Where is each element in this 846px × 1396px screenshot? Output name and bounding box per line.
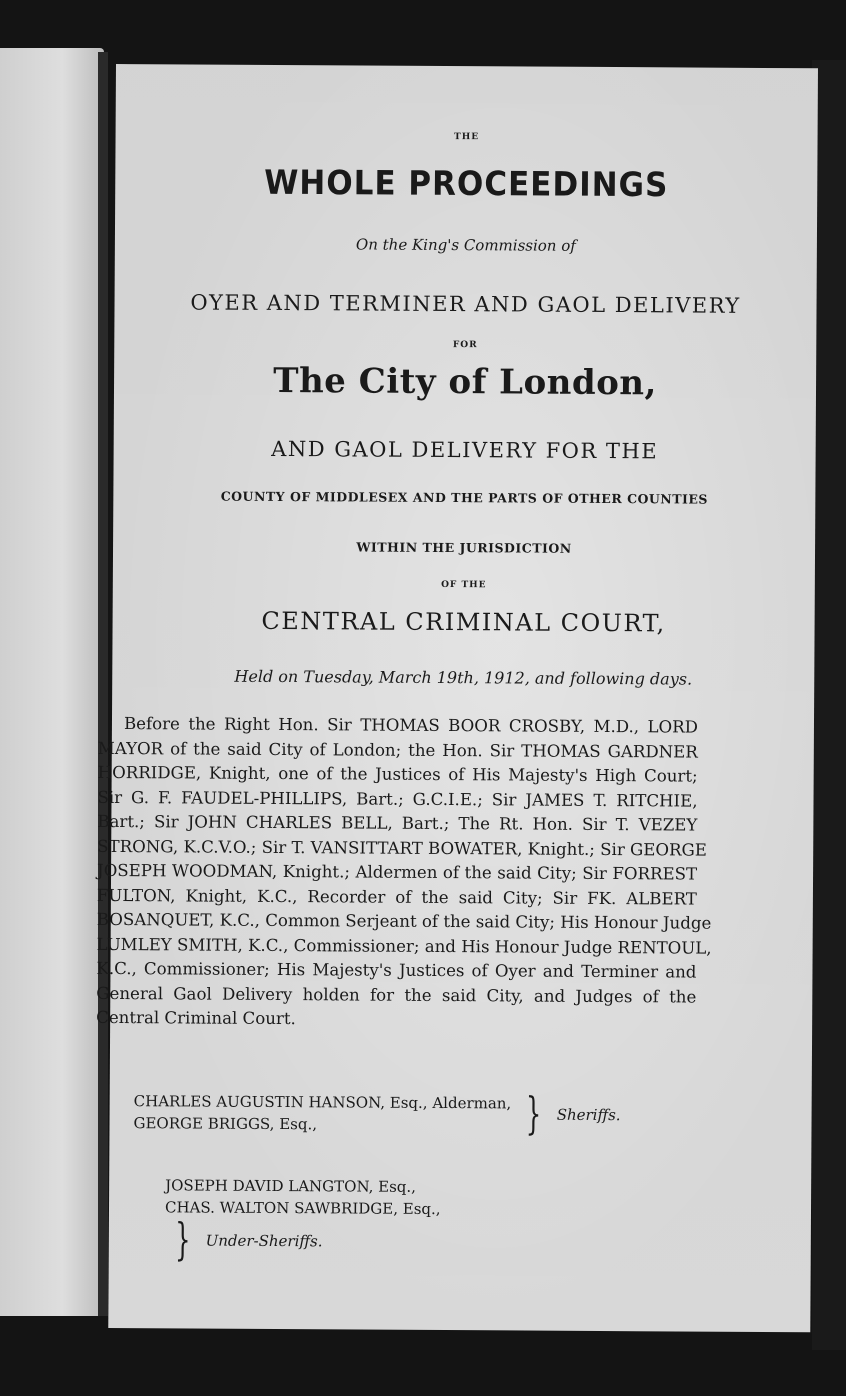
- paragraph-line: LUMLEY SMITH, K.C., Commissioner; and His Honour Judge RENTOUL,: [96, 934, 712, 958]
- county-line: COUNTY OF MIDDLESEX AND THE PARTS OF OTHER COUNTIES: [220, 488, 709, 507]
- paragraph-line: HORRIDGE, Knight, one of the Justices of His Majesty's High Court;: [97, 762, 698, 786]
- court-heading: CENTRAL CRIMINAL COURT,: [261, 606, 666, 638]
- left-page-edge: [0, 48, 104, 1316]
- paragraph-line: MAYOR of the said City of London; the Hon. Sir THOMAS GARDNER: [97, 738, 698, 762]
- brace-icon: }: [526, 1088, 542, 1140]
- paragraph-line: Sir G. F. FAUDEL-PHILLIPS, Bart.; G.C.I.E.; Sir JAMES T. RITCHIE,: [97, 787, 698, 811]
- paragraph-line: FULTON, Knight, K.C., Recorder of the said City; Sir FK. ALBERT: [96, 885, 697, 909]
- sheriff-name: CHARLES AUGUSTIN HANSON, Esq., Alderman,: [133, 1092, 512, 1113]
- under-sheriffs-block: [165, 1174, 806, 1266]
- commission-line: On the King's Commission of: [355, 235, 576, 255]
- for-line: FOR: [452, 340, 478, 351]
- brace-icon: }: [174, 1214, 191, 1266]
- sheriffs-role: Sheriffs.: [556, 1105, 621, 1125]
- paragraph-line: K.C., Commissioner; His Majesty's Justices of Oyer and Terminer and: [96, 958, 697, 982]
- oyer-terminer-line: OYER AND TERMINER AND GAOL DELIVERY: [190, 290, 741, 318]
- under-sheriff-name: JOSEPH DAVID LANGTON, Esq.,: [165, 1176, 417, 1196]
- main-title: WHOLE PROCEEDINGS: [264, 163, 669, 205]
- paragraph-line: Bart.; Sir JOHN CHARLES BELL, Bart.; The Rt. Hon. Sir T. VEZEY: [97, 811, 698, 835]
- title-the: THE: [453, 132, 480, 143]
- city-of-london-heading: The City of London,: [273, 360, 658, 404]
- paragraph-line: JOSEPH WOODMAN, Knight.; Aldermen of the said City; Sir FORREST: [97, 860, 698, 884]
- paragraph-line: Central Criminal Court.: [96, 1007, 296, 1029]
- page-right-shadow: [812, 60, 846, 1350]
- sheriffs-block: [133, 1090, 793, 1138]
- of-the-line: OF THE: [441, 579, 487, 591]
- under-sheriff-name: CHAS. WALTON SAWBRIDGE, Esq.,: [164, 1198, 441, 1219]
- gaol-delivery-line: AND GAOL DELIVERY FOR THE: [271, 436, 659, 464]
- paragraph-line: STRONG, K.C.V.O.; Sir T. VANSITTART BOWATER, Knight.; Sir GEORGE: [97, 836, 707, 860]
- session-date-line: Held on Tuesday, March 19th, 1912, and following days.: [234, 666, 693, 689]
- paragraph-line: Before the Right Hon. Sir THOMAS BOOR CROSBY, M.D., LORD: [123, 714, 699, 737]
- paragraph-line: BOSANQUET, K.C., Common Serjeant of the said City; His Honour Judge: [96, 909, 712, 933]
- book-gutter: [98, 52, 108, 1316]
- under-sheriffs-role: Under-Sheriffs.: [205, 1231, 323, 1251]
- sheriff-name: GEORGE BRIGGS, Esq.,: [133, 1114, 318, 1134]
- paragraph-line: General Gaol Delivery holden for the said City, and Judges of the: [96, 983, 697, 1007]
- jurisdiction-line: WITHIN THE JURISDICTION: [356, 539, 572, 556]
- title-page: [96, 64, 818, 1332]
- sheriff-names: [133, 1090, 511, 1136]
- judges-paragraph: [96, 712, 712, 1034]
